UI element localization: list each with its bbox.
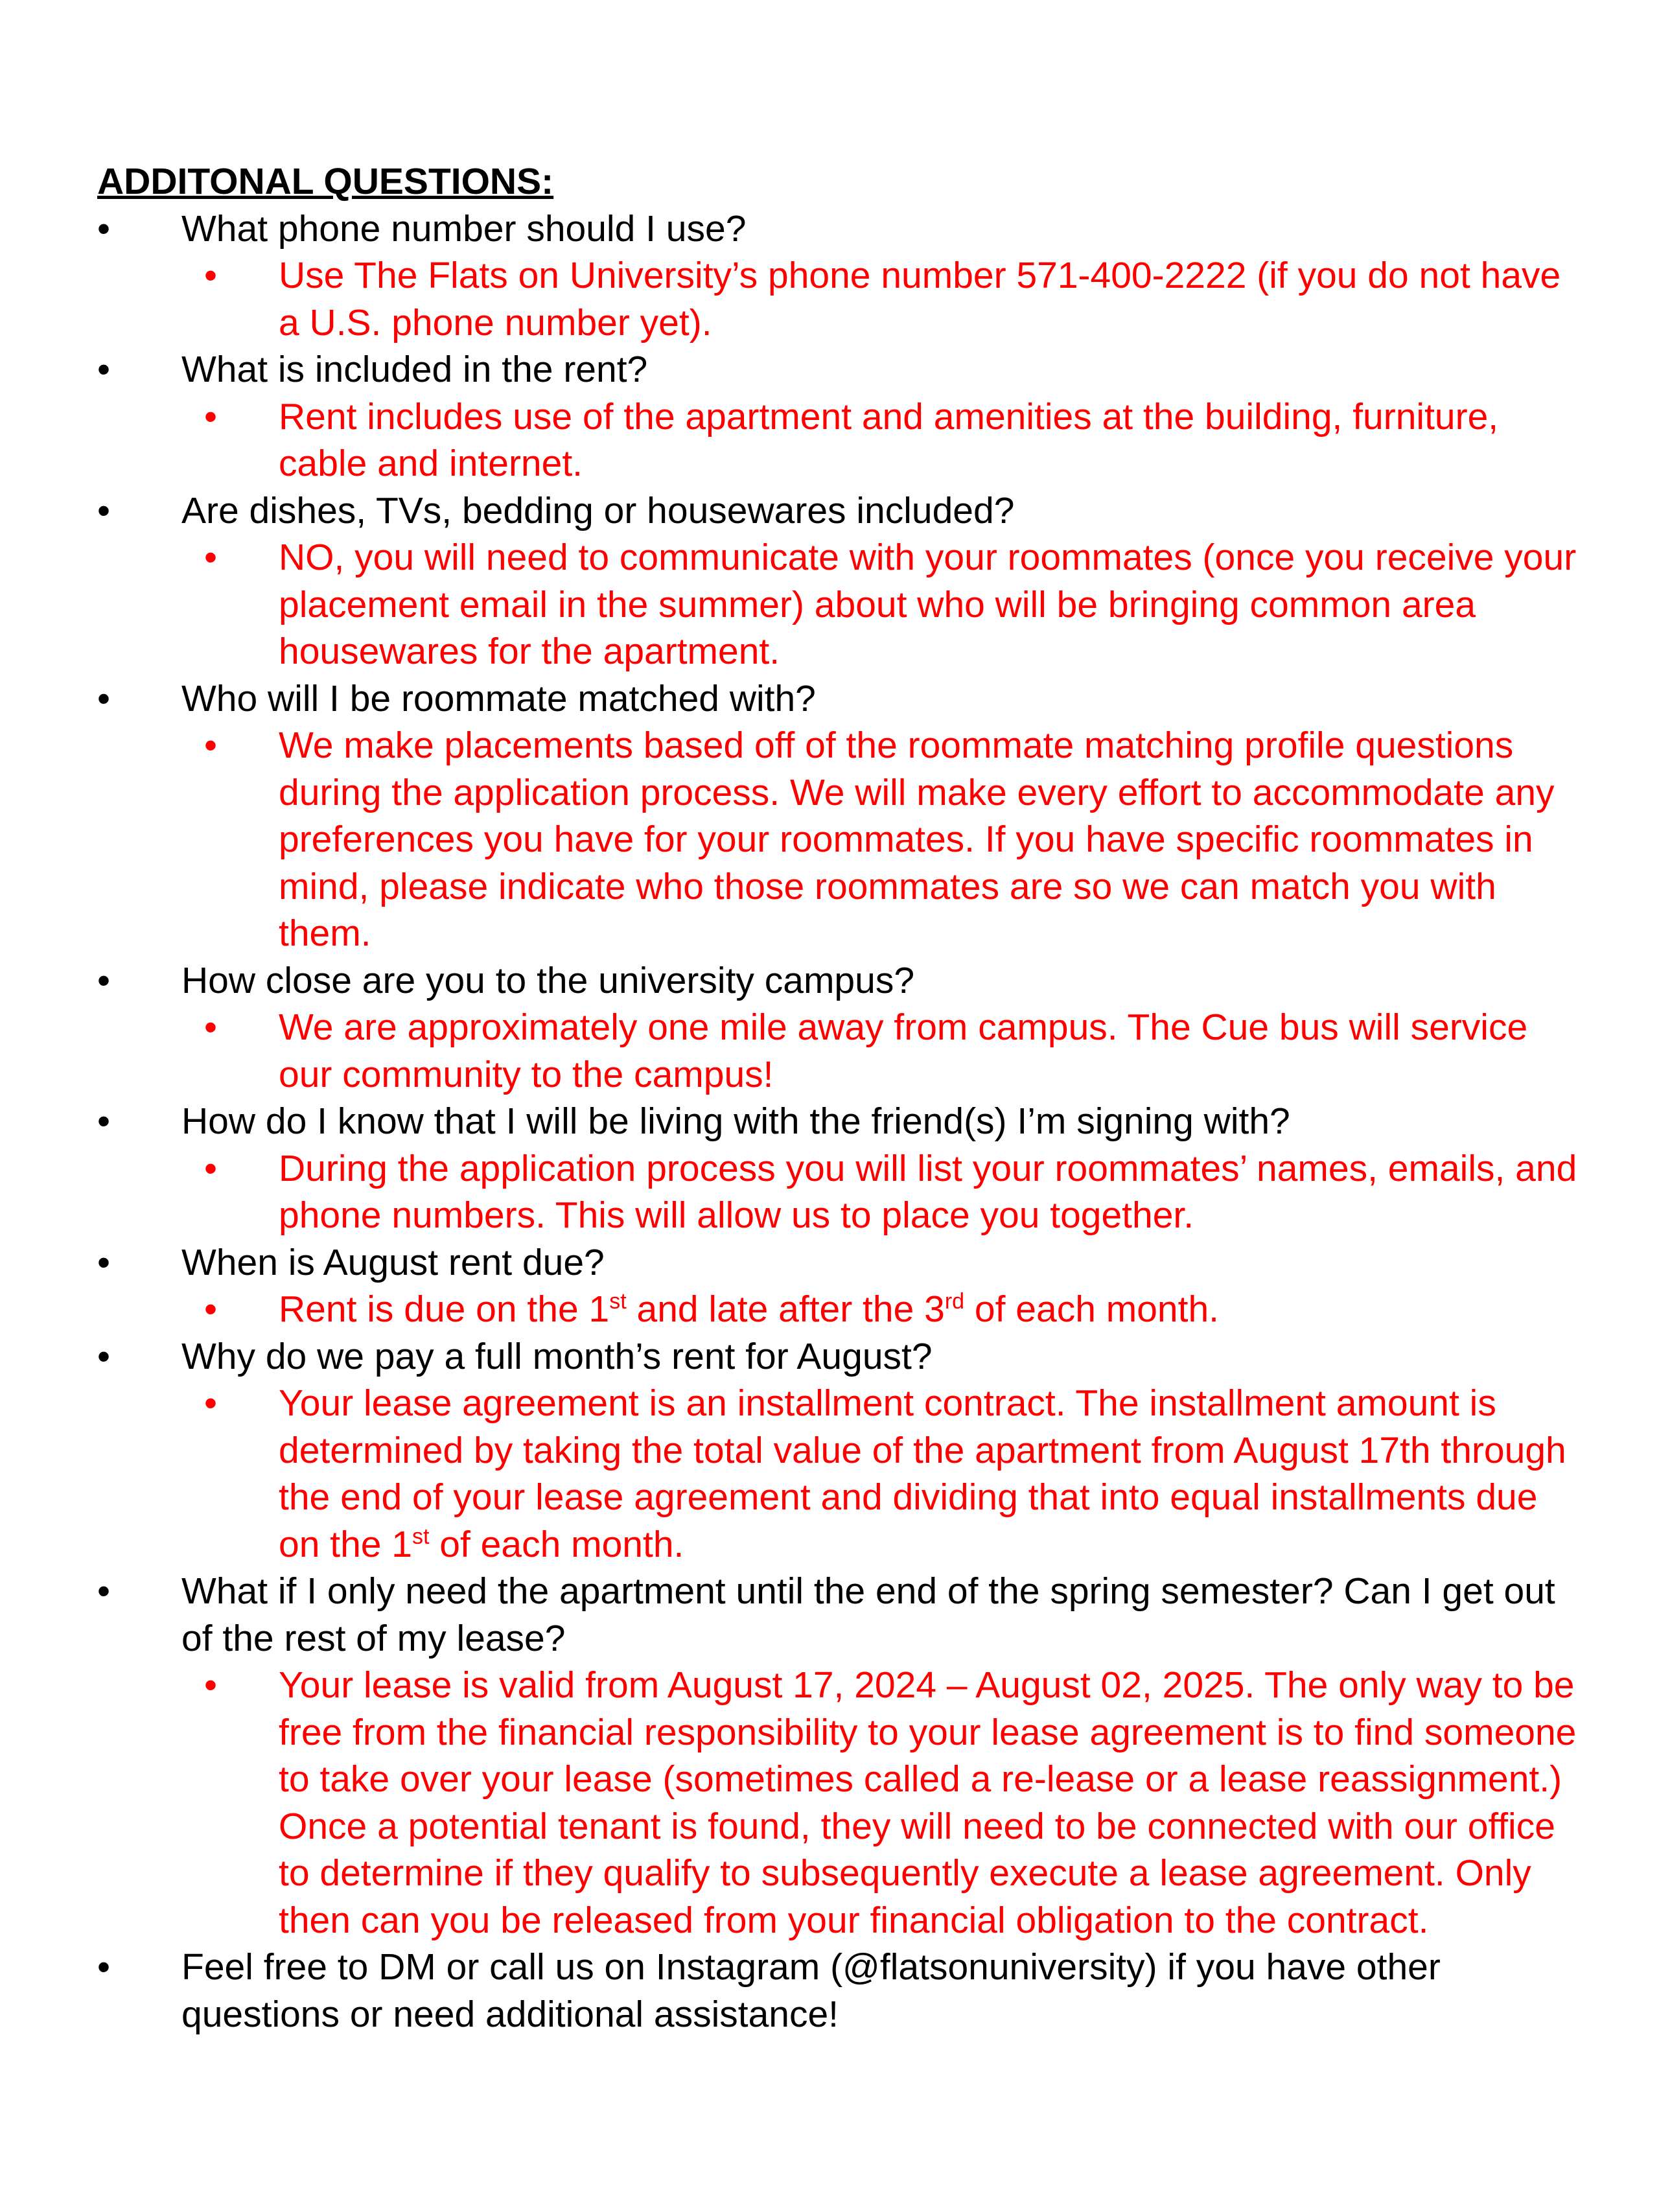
bullet-icon: • [204,725,217,766]
ordinal-suffix: st [609,1289,627,1314]
bullet-icon: • [97,1100,110,1142]
bullet-icon: • [204,1382,217,1424]
answer-part: Your lease agreement is an installment contract. The installment amount is determined by taking the total value of the apartment from August 17th through the end of your lease agreement and dividing that into equal installments due on the 1 [279,1382,1566,1565]
qa-item-contact-instagram [97,1944,1588,2038]
page-heading: ADDITONAL QUESTIONS: [97,161,554,202]
bullet-icon: • [204,537,217,578]
answer-text [204,534,1588,675]
qa-item-housewares [97,487,1588,675]
answer-text [204,252,1588,346]
question-text: Why do we pay a full month’s rent for August? [181,1335,933,1377]
bullet-icon: • [204,1664,217,1706]
answer-text [204,1380,1588,1568]
qa-item-living-with-friends [97,1098,1588,1239]
question-text: What is included in the rent? [181,349,648,390]
qa-item-rent-included [97,346,1588,487]
answer-body: NO, you will need to communicate with your roommates (once you receive your placement email in the summer) about who will be bringing common area housewares for the apartment. [279,537,1577,672]
question-text: Feel free to DM or call us on Instagram (@flatsonuniversity) if you have other questions or need additional assistance! [181,1946,1441,2035]
qa-list [97,205,1588,2038]
question-text: How close are you to the university campus? [181,959,915,1001]
question-text: When is August rent due? [181,1241,605,1283]
bullet-icon: • [97,1570,110,1612]
answer-body: Use The Flats on University’s phone number 571-400-2222 (if you do not have a U.S. phone number yet). [279,255,1561,343]
answer-text [204,722,1588,957]
document-content [97,158,1588,2038]
bullet-icon: • [97,489,110,531]
question-text: How do I know that I will be living with the friend(s) I’m signing with? [181,1100,1290,1142]
qa-item-lease-early-exit [97,1568,1588,1944]
bullet-icon: • [204,255,217,296]
answer-body: Your lease is valid from August 17, 2024 – August 02, 2025. The only way to be free from the financial responsibility to your lease agreement is to find someone to take over your lease (sometimes called a re-lease or a lease reassignment.) Once a potential tenant is found, they will need to be connected with our office to determine if they qualify to subsequently execute a lease agreement. Only then can you be released from your financial obligation to the contract. [279,1664,1577,1941]
bullet-icon: • [204,1147,217,1189]
answer-part: and late after the 3 [626,1288,945,1330]
bullet-icon: • [204,1288,217,1330]
answer-part: of each month. [429,1523,684,1565]
bullet-icon: • [97,677,110,719]
answer-text [204,1662,1588,1944]
answer-body: We make placements based off of the roommate matching profile questions during the application process. We will make every effort to accommodate any preferences you have for your roommates. If you have specific roommates in mind, please indicate who those roommates are so we can match you with them. [279,725,1555,954]
bullet-icon: • [204,1007,217,1048]
ordinal-suffix: st [412,1524,430,1549]
qa-item-roommate-match [97,675,1588,957]
answer-text [204,1004,1588,1098]
answer-part: Rent is due on the 1 [279,1288,610,1330]
bullet-icon: • [97,1241,110,1283]
qa-item-full-month-rent [97,1333,1588,1568]
question-text: Who will I be roommate matched with? [181,677,816,719]
bullet-icon: • [97,959,110,1001]
answer-part: of each month. [964,1288,1219,1330]
answer-body: Rent includes use of the apartment and amenities at the building, furniture, cable and internet. [279,395,1499,484]
bullet-icon: • [204,395,217,437]
bullet-icon: • [97,1335,110,1377]
answer-text [204,1286,1588,1333]
question-text: What phone number should I use? [181,207,747,250]
answer-body: We are approximately one mile away from campus. The Cue bus will service our community to the campus! [279,1007,1528,1095]
bullet-icon: • [97,349,110,390]
answer-text [204,393,1588,487]
qa-item-campus-distance [97,957,1588,1099]
bullet-icon: • [97,1946,110,1988]
bullet-icon: • [97,207,110,250]
answer-text [204,1145,1588,1239]
qa-item-phone-number [97,205,1588,347]
question-text: Are dishes, TVs, bedding or housewares included? [181,489,1015,531]
answer-body: During the application process you will list your roommates’ names, emails, and phone numbers. This will allow us to place you together. [279,1147,1577,1236]
qa-item-august-rent-due [97,1239,1588,1333]
ordinal-suffix: rd [944,1289,965,1314]
question-text: What if I only need the apartment until the end of the spring semester? Can I get out of the rest of my lease? [181,1570,1555,1659]
